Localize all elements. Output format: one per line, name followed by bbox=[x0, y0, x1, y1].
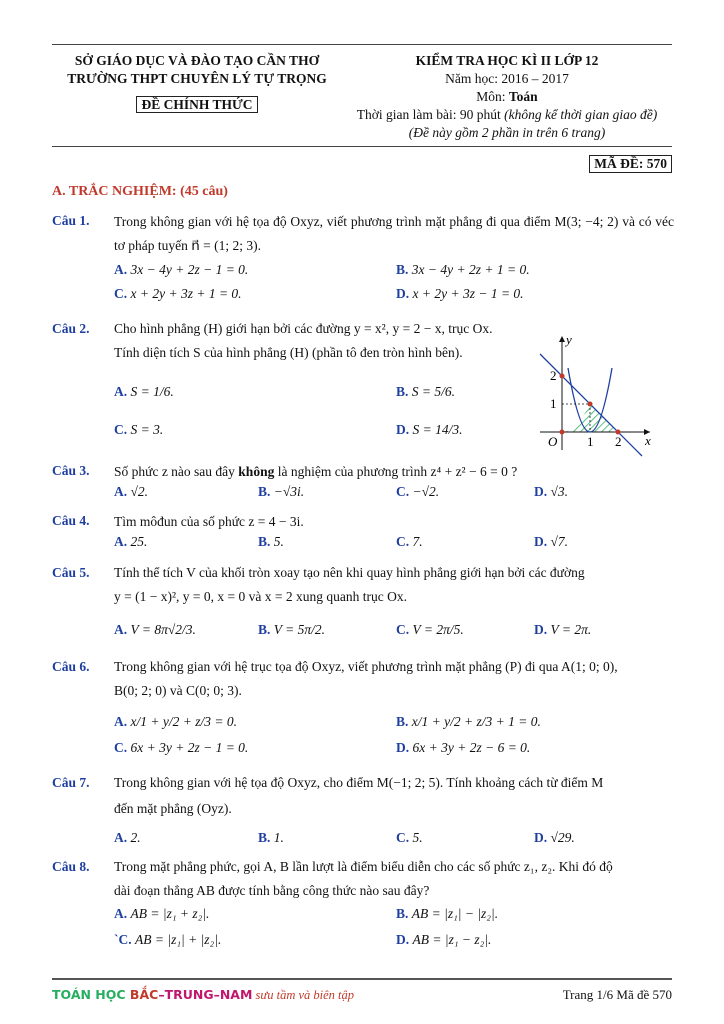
option-c[interactable]: C. S = 3. bbox=[114, 422, 164, 437]
question-text-line1: Tính thể tích V của khối tròn xoay tạo nên khi quay hình phẳng giới hạn bởi các đường bbox=[114, 565, 585, 580]
point-1-1 bbox=[588, 402, 593, 407]
time-note: (không kể thời gian giao đề) bbox=[504, 107, 658, 122]
option-d[interactable]: D. √29. bbox=[534, 830, 575, 845]
option-b[interactable]: B. V = 5π/2. bbox=[258, 622, 326, 637]
option-d[interactable]: D. 6x + 3y + 2z − 6 = 0. bbox=[396, 740, 531, 755]
option-c[interactable]: `C. AB = |z₁| + |z₂|. bbox=[114, 932, 222, 947]
question-text: Tìm môđun của số phức z = 4 − 3i. bbox=[114, 514, 304, 529]
question-text-line1: Trong không gian với hệ trục tọa độ Oxyz, viết phương trình mặt phẳng (P) đi qua A(1; 0; 0), bbox=[114, 659, 618, 674]
option-b[interactable]: B. −√3i. bbox=[258, 484, 305, 499]
region-graph bbox=[510, 332, 660, 457]
option-b[interactable]: B. S = 5/6. bbox=[396, 384, 456, 399]
option-d[interactable]: D. V = 2π. bbox=[534, 622, 592, 637]
option-d[interactable]: D. S = 14/3. bbox=[396, 422, 463, 437]
option-c[interactable]: C. x + 2y + 3z + 1 = 0. bbox=[114, 286, 242, 301]
question-4 bbox=[52, 510, 674, 558]
y-axis-label: y bbox=[566, 332, 572, 347]
option-a[interactable]: A. AB = |z₁ + z₂|. bbox=[114, 906, 210, 921]
subject-label: Môn: bbox=[476, 89, 506, 104]
tick-x2: 2 bbox=[615, 434, 622, 449]
point-origin bbox=[560, 430, 565, 435]
question-1 bbox=[52, 210, 674, 306]
question-3 bbox=[52, 460, 674, 508]
option-b[interactable]: B. x/1 + y/2 + z/3 + 1 = 0. bbox=[396, 714, 541, 729]
y-axis-arrow-icon bbox=[559, 336, 565, 342]
option-c[interactable]: C. −√2. bbox=[396, 484, 440, 499]
option-a[interactable]: A. 3x − 4y + 2z − 1 = 0. bbox=[114, 262, 249, 277]
option-a[interactable]: A. S = 1/6. bbox=[114, 384, 174, 399]
question-text-line2: đến mặt phẳng (Oyz). bbox=[114, 801, 232, 816]
question-6 bbox=[52, 656, 674, 766]
exam-title: KIỂM TRA HỌC KÌ II LỚP 12 bbox=[415, 53, 599, 68]
question-5 bbox=[52, 562, 674, 654]
footer-rule bbox=[52, 978, 672, 980]
option-d[interactable]: D. √3. bbox=[534, 484, 569, 499]
question-label: Câu 6. bbox=[52, 659, 90, 674]
option-c[interactable]: C. V = 2π/5. bbox=[396, 622, 464, 637]
question-text: Số phức z nào sau đây không là nghiệm của phương trình z⁴ + z² − 6 = 0 ? bbox=[114, 464, 518, 479]
option-a[interactable]: A. √2. bbox=[114, 484, 149, 499]
question-label: Câu 5. bbox=[52, 565, 90, 580]
subject: Toán bbox=[508, 89, 538, 104]
option-a[interactable]: A. 25. bbox=[114, 534, 148, 549]
question-text-line2: y = (1 − x)², y = 0, x = 0 và x = 2 xung quanh trục Ox. bbox=[114, 589, 407, 604]
x-axis-label: x bbox=[645, 433, 651, 448]
official-badge: ĐỀ CHÍNH THỨC bbox=[136, 96, 257, 113]
option-d[interactable]: D. x + 2y + 3z − 1 = 0. bbox=[396, 286, 524, 301]
option-a[interactable]: A. V = 8π√2/3. bbox=[114, 622, 196, 637]
footer-brand: TOÁN HỌC BẮC–TRUNG–NAM sưu tầm và biên tập bbox=[52, 987, 355, 1002]
option-c[interactable]: C. 7. bbox=[396, 534, 423, 549]
question-text-line1: Cho hình phẳng (H) giới hạn bởi các đường y = x², y = 2 − x, trục Ox. bbox=[114, 321, 493, 336]
question-text-line2: dài đoạn thẳng AB được tính bằng công thức nào sau đây? bbox=[114, 883, 430, 898]
option-b[interactable]: B. AB = |z₁| − |z₂|. bbox=[396, 906, 499, 921]
top-rule bbox=[52, 44, 672, 45]
question-text-line1: Trong mặt phẳng phức, gọi A, B lần lượt là điểm biểu diễn cho các số phức z₁, z₂. Khi đó độ bbox=[114, 859, 613, 874]
question-label: Câu 8. bbox=[52, 859, 90, 874]
tick-y2: 2 bbox=[550, 368, 557, 383]
question-text-line2: B(0; 2; 0) và C(0; 0; 3). bbox=[114, 683, 242, 698]
footer-page: Trang 1/6 Mã đề 570 bbox=[562, 987, 672, 1002]
question-8 bbox=[52, 856, 674, 952]
option-c[interactable]: C. 5. bbox=[396, 830, 423, 845]
header-left bbox=[52, 52, 342, 114]
question-text-line2: Tính diện tích S của hình phẳng (H) (phần tô đen tròn hình bên). bbox=[114, 345, 463, 360]
section-title: A. TRẮC NGHIỆM: (45 câu) bbox=[52, 184, 228, 199]
question-7 bbox=[52, 772, 674, 850]
origin-label: O bbox=[548, 434, 558, 449]
option-a[interactable]: A. 2. bbox=[114, 830, 141, 845]
school-name: TRƯỜNG THPT CHUYÊN LÝ TỰ TRỌNG bbox=[67, 71, 327, 86]
question-label: Câu 7. bbox=[52, 775, 90, 790]
question-text-line1: Trong không gian với hệ tọa độ Oxyz, cho điểm M(−1; 2; 5). Tính khoảng cách từ điểm M bbox=[114, 775, 604, 790]
school-year: Năm học: 2016 – 2017 bbox=[445, 71, 569, 86]
question-label: Câu 4. bbox=[52, 513, 90, 528]
time-limit: Thời gian làm bài: 90 phút bbox=[356, 107, 501, 122]
option-a[interactable]: A. x/1 + y/2 + z/3 = 0. bbox=[114, 714, 237, 729]
header-rule bbox=[52, 146, 672, 147]
tick-y1: 1 bbox=[550, 396, 557, 411]
dept-name: SỞ GIÁO DỤC VÀ ĐÀO TẠO CẦN THƠ bbox=[74, 53, 320, 68]
question-text: Trong không gian với hệ tọa độ Oxyz, viết phương trình mặt phẳng đi qua điểm M(3; −4; 2) và có véc tơ pháp tuyến n⃗ = (1; 2; 3). bbox=[114, 214, 674, 253]
option-d[interactable]: D. √7. bbox=[534, 534, 569, 549]
question-label: Câu 1. bbox=[52, 213, 90, 228]
question-label: Câu 2. bbox=[52, 321, 90, 336]
option-b[interactable]: B. 3x − 4y + 2z + 1 = 0. bbox=[396, 262, 530, 277]
pages-note: (Đề này gồm 2 phần in trên 6 trang) bbox=[408, 125, 606, 140]
question-label: Câu 3. bbox=[52, 463, 90, 478]
option-d[interactable]: D. AB = |z₁ − z₂|. bbox=[396, 932, 492, 947]
header-right bbox=[342, 52, 672, 142]
option-c[interactable]: C. 6x + 3y + 2z − 1 = 0. bbox=[114, 740, 249, 755]
exam-code: MÃ ĐỀ: 570 bbox=[589, 155, 672, 173]
point-0-2 bbox=[560, 374, 565, 379]
option-b[interactable]: B. 1. bbox=[258, 830, 284, 845]
tick-x1: 1 bbox=[587, 434, 594, 449]
option-b[interactable]: B. 5. bbox=[258, 534, 284, 549]
